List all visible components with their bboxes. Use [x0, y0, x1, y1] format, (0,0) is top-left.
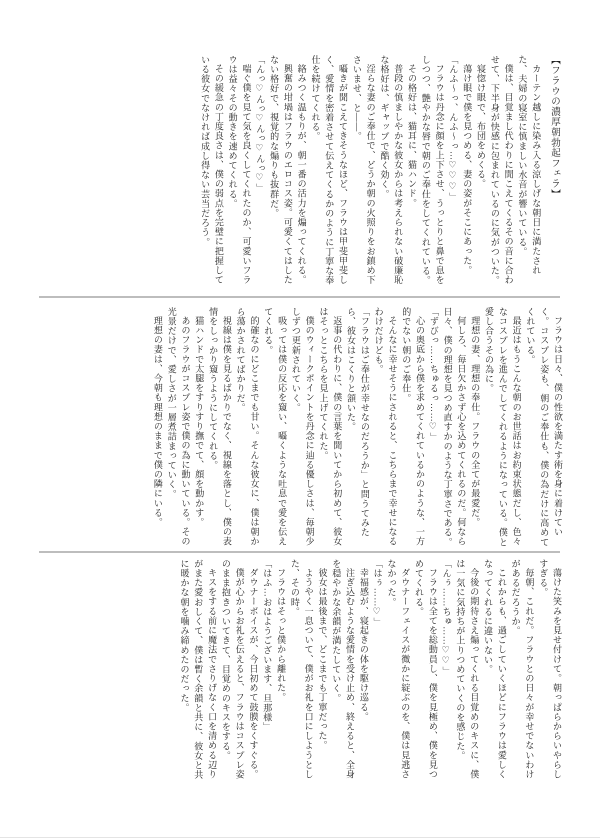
paragraph: ようやく一息ついて、僕がお礼を口にしようとした、その時。 [289, 559, 314, 780]
paragraph: 心の奥底から僕を求めてくれているかのような、一方的でない朝のご奉仕。 [401, 307, 426, 547]
page-bottom-edge [0, 837, 600, 838]
document-title: 【フラウの濃厚朝勃起フェラ】 [549, 55, 559, 200]
paragraph: 蕩けた笑みを見せ付けて。朝っぱらからいやらしすぎる。 [538, 559, 562, 780]
paragraph: 「んふ～っ、んふ～っ…♡♡♡」 [448, 55, 459, 202]
paragraph: ダウナーフェイスが微かに綻ぶのを、僕は見逃さなかった。 [386, 559, 411, 780]
paragraph: 「んっ♡んっ♡んっ♡んっ♡」 [255, 55, 266, 194]
paragraph: 「はぅ……♡」 [372, 559, 383, 628]
paragraph: フラウは丹念に顔を上下させ、うっとりと鼻で息をしつつ、艶やかな唇で朝のご奉仕をしてくれている。 [420, 55, 445, 286]
paragraph: 返事の代わりに、僕の言葉を聞いてから初めて、彼女はそっとこちらを見上げてくれた。 [318, 307, 343, 547]
paragraph: 絡みつく温もりが、朝一番の活力を煽ってくれる。 [296, 64, 307, 285]
paragraph: 淫らな妻のご奉仕で、どうか朝の火照りをお鎮め下さいませ、と――。 [351, 55, 376, 285]
paragraph: その緩急の丁度良さは、僕の弱点を完璧に把握している彼女でなければ成し得ない芸当だろう。 [200, 55, 224, 285]
paragraph: フラウは全てを総動員し、僕を見極め、僕を見つめてくれる。 [414, 559, 438, 780]
paragraph: 何しろ、毎日欠かさず心を込めてくれるのだ。何なら日々、僕の理想を見つめ直すかのような丁寧さである。 [442, 307, 467, 547]
paragraph: 「フラウはご奉仕が幸せなのだろうか」と問うてみたら、彼女はこくりと頷いた。 [346, 307, 370, 538]
section-divider-1 [39, 296, 560, 298]
paragraph: 喘ぐ僕を見て気を良くしてくれたのか、可愛いフラウは益々その動きを速めてくれる。 [227, 55, 252, 285]
text-section-1 [42, 55, 564, 291]
paragraph: 「ずびっ……ちゅるっ……♡」 [428, 307, 439, 443]
paragraph: 毎朝、これだ。フラウとの日々が幸せでないわけがあるだろうか。 [510, 559, 535, 780]
paragraph: 幸福感が、寝起きの体を駆け巡る。 [358, 568, 369, 722]
section-divider-2 [39, 551, 560, 553]
paragraph: 僕のウィークポイントを丹念に辿る優しさは、毎朝少しずつ更新されていく。 [290, 307, 315, 547]
paragraph: 理想の妻は、今朝も理想のままで僕の隣にいる。 [152, 316, 163, 528]
paragraph: 吸っては僕の反応を窺い、囁くような吐息で愛を伝えてくれる。 [263, 307, 288, 547]
text-section-3 [23, 559, 563, 787]
paragraph: 興奮の坩堝はフラウのエロコス姿。可愛くてはしたない格好で、視覚的な煽りも抜群だ。 [269, 55, 293, 285]
paragraph: 普段の慎ましやかな彼女からは考えられない破廉恥な格好は、ギャップで酷く効く。 [379, 55, 404, 285]
paragraph: 寝惚け眼で、布団をめくる。 [476, 64, 487, 189]
paragraph: 蕩け眼で僕を見つめる、妻の姿がそこにあった。 [462, 64, 473, 276]
paragraph: キスをする前に魔法でさりげなく口を清める辺りがまた愛おしくて、僕は暫く余韻と共に、彼女と共に暖かな朝を噛み締めたのだった。 [179, 559, 218, 780]
paragraph: フラウは日々、僕の性欲を満たす術を身に着けていく。コスプレ姿も、朝のご奉仕も、僕の為だけに高めてくれている。 [525, 307, 563, 547]
paragraph: 僕が心からお礼を伝えると、フラウはコスプレ姿のまま抱きついてきて、目覚めのキスをする。 [220, 559, 245, 780]
paragraph: 注ぎ込むような愛情を受け止め、終えると、全身を穏やかな余韻が満たしていく。 [331, 559, 356, 780]
paragraph: 「はふ…おはようございます、旦那様」 [262, 559, 273, 732]
text-section-2 [36, 307, 564, 550]
paragraph: 僕は、目覚まし代わりに聞こえてくるその音に合わせて、下半身が快感に包まれているのに気がついた。 [489, 55, 514, 286]
paragraph: ダウナーボイスが、今日初めて鼓膜をくすぐる。 [248, 568, 259, 780]
paragraph: フラウはそっと僕から離れた。 [276, 568, 287, 703]
paragraph: 囁きが聞こえてきそうなほど、フラウは甲斐甲斐しく、愛情を密着させて伝えてくるかのように丁寧な奉仕を続けてくれる。 [310, 55, 349, 286]
paragraph: そんなに幸せそうにされると、こちらまで幸せになるわけだけども。 [373, 307, 398, 547]
paragraph: 的確なのにどこまでも甘い。そんな彼女に、僕は朝から蕩かされてばかりだ。 [235, 307, 260, 547]
paragraph: 彼女は最後まで、どこまでも丁寧だった。 [317, 568, 328, 751]
paragraph: カーテン越しに染み入る涼しげな朝日に満たされた、夫婦の寝室に慎ましい水音が響いている。 [517, 55, 542, 276]
paragraph: これからも、過ごしていくほどにフラウは愛しくなってくれるに違いない。 [483, 559, 507, 780]
paragraph: 最近はもうこんな朝のお世話はお約束状態だし、色々なコスプレを進んでしてくれるようになっている。僕と愛し合うその為に。 [484, 307, 522, 547]
paragraph: 視線は僕を見るばかりでなく、視線を落とし、僕の表情をしっかり窺うようにしてくれる。 [208, 307, 232, 547]
paragraph: 猫ハンドで太腿をすりすり撫でて、顔を動かす。 [194, 316, 205, 528]
paragraph: あのフラウがコスプレ姿で僕の為に動いている。その光景だけで、愛しさが一層煮詰まっていく。 [166, 307, 191, 547]
paragraph: 今後の期待さえ煽ってくれる目覚めのキスに、僕は一気に気持ちが上りつめていくのを感じた。 [455, 559, 480, 780]
paragraph: 「んぅ……ちゅ……♡♡」 [441, 559, 452, 677]
paragraph: その格好は、猫耳に、猫ハンド。 [407, 64, 418, 208]
paragraph: 理想の妻、理想の奉仕。フラウの全てが最愛だ。 [470, 316, 481, 528]
